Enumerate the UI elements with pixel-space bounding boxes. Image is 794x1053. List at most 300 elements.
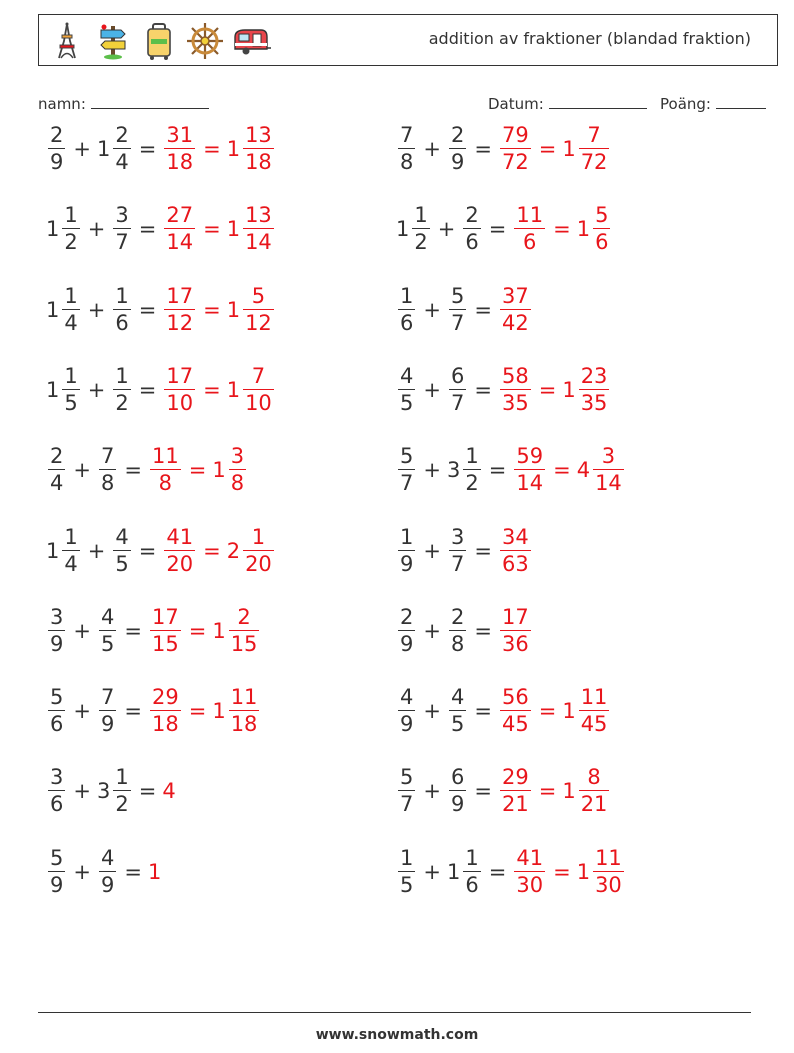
answer [512,205,612,253]
plus-sign: + [437,217,456,242]
plus-sign: + [423,538,441,563]
answer-term-fraction [243,125,274,173]
answer-term-denominator: 30 [595,872,622,897]
equals-sign: = [488,458,507,483]
addend-b [447,283,468,335]
equals-sign: = [138,137,157,161]
addend-a-denominator: 5 [400,872,414,897]
answer-term-fraction [243,363,274,415]
equals-sign: = [138,779,157,804]
answer-term [148,446,183,494]
answer [162,283,275,335]
answer-term-denominator: 36 [501,631,529,656]
addend-b [447,524,468,576]
answer-term-denominator: 8 [230,471,245,496]
addend-a-numerator: 2 [50,444,64,469]
addend-b-denominator: 5 [115,551,129,576]
addend-a-numerator: 2 [50,123,64,147]
addend-a-denominator: 2 [414,230,428,255]
addend-a [396,524,417,576]
answer-term-numerator: 11 [151,444,179,469]
answer-term [226,283,276,335]
answer-equals-sign: = [538,699,557,724]
equals-sign: = [474,699,492,724]
answer-term-denominator: 15 [230,631,258,656]
addend-a-denominator: 7 [400,792,414,817]
addend-a-fraction [62,363,79,415]
answer [498,687,611,735]
addend-b [111,524,132,576]
answer-term [498,687,533,735]
answer-term-denominator: 18 [151,712,179,737]
addend-b-numerator: 3 [450,524,465,549]
addend-a-fraction [398,604,415,656]
answer [148,860,162,884]
addend-a-fraction [48,604,65,656]
answer-term-fraction [593,446,624,494]
answer-term-numerator: 2 [237,604,251,629]
answer-equals-sign: = [538,779,557,804]
addend-b-whole: 3 [446,458,461,483]
plus-sign: + [73,859,91,884]
answer-term-whole: 1 [226,137,241,161]
answer-equals-sign: = [203,137,221,161]
addend-a-denominator: 8 [400,150,414,174]
answer [162,524,275,576]
addend-b-numerator: 7 [100,685,115,710]
addend-b-denominator: 5 [100,631,115,656]
answer-term-denominator: 21 [501,792,529,817]
answer-term-numerator: 29 [151,685,179,710]
plus-sign: + [423,377,441,402]
answer-term [562,125,611,173]
addend-b-numerator: 6 [450,363,465,388]
answer-term-fraction [164,205,195,253]
addend-b [97,446,118,494]
addend-a-denominator: 9 [400,551,414,576]
addend-a-whole: 1 [46,217,60,242]
addend-a-numerator: 5 [50,845,64,870]
answer-term-whole: 1 [562,377,576,402]
answer-equals-sign: = [203,297,221,322]
addend-a-numerator: 1 [64,283,78,308]
equals-sign: = [474,137,492,161]
answer-term-fraction [500,687,531,735]
addend-a [46,283,82,335]
addend-a-fraction [48,845,65,897]
signpost-icon [93,21,133,61]
answer-term-numerator: 37 [501,283,529,308]
answer-term [148,687,183,735]
answer-term-denominator: 20 [245,551,272,576]
addend-a-fraction [48,446,65,494]
addend-a [396,283,417,335]
answer-term-whole: 2 [226,538,241,563]
addend-a-denominator: 4 [64,310,78,335]
plus-sign: + [423,859,441,884]
addend-b [111,283,132,335]
answer-term-denominator: 15 [151,631,179,656]
name-line[interactable] [91,94,209,109]
answer-term-denominator: 45 [580,712,608,737]
addend-a-fraction [398,283,415,335]
addend-a-whole: 1 [46,538,60,563]
answer-term [148,604,183,656]
addend-b-fraction [99,687,116,735]
answer-term-denominator: 35 [501,390,529,415]
addend-b-numerator: 7 [100,444,115,469]
equals-sign: = [474,538,492,563]
answer-term-denominator: 72 [580,150,608,174]
addend-b-numerator: 5 [450,283,465,308]
addend-b-denominator: 2 [465,471,479,496]
addend-b-denominator: 4 [115,150,129,174]
answer-term [577,446,626,494]
answer-term-denominator: 10 [245,390,272,415]
addend-a [396,767,417,815]
addend-a [46,845,67,897]
answer-term-numerator: 27 [166,203,194,228]
addend-b-numerator: 4 [100,604,115,629]
addend-a-fraction [398,125,415,173]
addend-a [46,363,82,415]
answer-term-denominator: 45 [501,712,529,737]
addend-a-fraction [62,283,79,335]
answer-equals-sign: = [203,538,221,563]
problem-row [396,763,611,819]
addend-b [111,363,132,415]
answer-term-fraction [500,283,531,335]
answer-term [162,779,176,803]
answer-term-numerator: 5 [251,283,266,308]
plus-sign: + [423,779,441,804]
answer-term [226,363,276,415]
date-label: Datum: [488,95,544,113]
answer-term-denominator: 12 [245,310,272,335]
addend-b-numerator: 1 [465,444,479,469]
addend-b-numerator: 4 [115,524,129,549]
addend-b [97,687,118,735]
score-label: Poäng: [660,95,711,113]
addend-a [46,524,82,576]
answer [498,125,611,173]
answer-term-whole: 1 [226,377,241,402]
addend-b-fraction [113,283,130,335]
addend-a [46,687,67,735]
answer-term-fraction [593,205,610,253]
plus-sign: + [73,137,91,161]
addend-b-fraction [113,125,130,173]
problem-row [396,201,612,257]
answer-term-fraction [500,604,531,656]
problem-row [396,282,533,338]
answer-term [148,860,162,884]
addend-a [46,205,82,253]
addend-a-denominator: 9 [400,712,414,737]
addend-b [447,363,468,415]
problem-row [396,442,626,498]
addend-b [97,125,133,173]
answer-term-denominator: 30 [516,872,544,897]
answer-term [227,205,276,253]
equals-sign: = [138,538,157,563]
addend-b-numerator: 4 [100,845,115,870]
addend-b-numerator: 1 [115,765,129,790]
addend-b-denominator: 2 [115,792,129,817]
answer-term-numerator: 41 [516,845,544,870]
plus-sign: + [423,137,441,161]
addend-b-numerator: 4 [450,685,465,710]
addend-b [97,767,133,815]
addend-a-fraction [398,446,415,494]
answer-equals-sign: = [553,458,571,483]
addend-a-numerator: 1 [64,524,78,549]
addend-b-numerator: 2 [465,203,479,228]
addend-b-fraction [449,363,466,415]
answer-term-denominator: 12 [166,310,194,335]
equals-sign: = [138,297,157,322]
answer-term [512,446,547,494]
name-label: namn: [38,95,86,113]
addend-b [447,604,468,656]
addend-b-whole: 1 [446,859,461,884]
problem-row [396,844,626,900]
name-field [38,94,209,113]
answer-term [498,524,533,576]
answer [498,283,533,335]
addend-b-denominator: 9 [100,872,115,897]
answer-equals-sign: = [538,377,557,402]
answer-term-fraction [164,524,195,576]
answer-term [577,205,613,253]
answer-term-numerator: 31 [166,123,194,147]
answer-term-numerator: 17 [166,363,194,388]
plus-sign: + [73,458,91,483]
addend-b-denominator: 6 [465,230,479,255]
footer-divider [38,1012,751,1013]
problem-row [46,282,276,338]
problem-row [396,683,611,739]
score-line[interactable] [716,94,766,109]
addend-a-fraction [398,767,415,815]
answer-term-fraction [500,524,531,576]
addend-b-numerator: 1 [115,283,129,308]
addend-b-fraction [449,125,466,173]
answer-term-denominator: 63 [501,551,529,576]
answer-term [512,205,547,253]
problem-row [396,603,533,659]
answer-term-denominator: 18 [166,150,194,174]
addend-a-numerator: 1 [400,283,414,308]
answer-term-numerator: 3 [601,444,616,469]
answer-term-numerator: 8 [587,765,601,790]
answer-term-numerator: 41 [166,524,194,549]
addend-b-fraction [449,283,466,335]
addend-b-whole: 1 [96,137,111,161]
answer [498,767,611,815]
camper-trailer-icon [231,21,271,61]
plus-sign: + [423,699,441,724]
equals-sign: = [138,377,157,402]
addend-b [461,205,482,253]
answer-term-denominator: 18 [245,150,272,174]
plus-sign: + [423,297,441,322]
eiffel-tower-icon [47,21,87,61]
answer-term-numerator: 29 [501,765,529,790]
answer-term-denominator: 18 [230,712,258,737]
addend-b-fraction [113,767,130,815]
addend-b-fraction [99,845,116,897]
addend-a [46,604,67,656]
answer-term [498,363,533,415]
header-box [38,14,778,66]
problem-row [46,362,276,418]
answer-term-whole: 4 [162,779,176,804]
answer-term-whole: 1 [576,217,591,242]
answer-term-fraction [579,767,610,815]
answer-term-fraction [514,845,545,897]
answer-term-numerator: 11 [516,203,544,228]
answer-term-whole: 1 [562,779,576,804]
addend-b-fraction [449,604,466,656]
answer-term-fraction [164,283,195,335]
answer-term [212,687,261,735]
answer-term [576,845,626,897]
addend-a-denominator: 9 [50,631,64,656]
answer-term-fraction [243,283,274,335]
worksheet-title: addition av fraktioner (blandad fraktion) [428,29,751,48]
problem-row [46,442,248,498]
addend-a-denominator: 9 [50,150,64,174]
answer-term-whole: 1 [562,699,576,724]
answer-term-denominator: 14 [595,471,622,496]
addend-b [97,845,118,897]
equals-sign: = [124,618,142,643]
addend-a-fraction [398,687,415,735]
answer-term-denominator: 6 [514,228,545,253]
answer-term [562,767,611,815]
addend-a [46,446,67,494]
addend-a-fraction [48,767,65,815]
plus-sign: + [87,377,106,402]
problem-row [46,683,261,739]
plus-sign: + [423,458,441,483]
addend-a-numerator: 1 [64,363,78,388]
answer-term-numerator: 59 [516,444,544,469]
addend-a-whole: 1 [396,217,410,242]
date-field [488,94,647,113]
addend-a-numerator: 5 [50,685,64,710]
answer-term-numerator: 11 [230,685,258,710]
addend-b-fraction [99,446,116,494]
addend-a-numerator: 1 [400,845,414,870]
addend-a-numerator: 1 [400,524,414,549]
addend-a-numerator: 1 [64,203,78,228]
answer [148,687,261,735]
addend-a-denominator: 5 [64,390,78,415]
answer-term-numerator: 17 [151,604,179,629]
addend-b [447,446,483,494]
addend-a-numerator: 1 [414,203,428,228]
problem-row [46,121,276,177]
equals-sign: = [124,699,142,724]
addend-b-denominator: 7 [450,310,465,335]
answer-term-whole: 1 [562,137,576,161]
answer-term [498,767,533,815]
addend-a [46,125,67,173]
answer-term-denominator: 8 [150,469,181,494]
answer-term-whole: 1 [226,217,241,242]
addend-a [396,446,417,494]
problem-row [396,362,611,418]
addend-a-denominator: 2 [64,230,78,255]
addend-b-denominator: 8 [100,471,115,496]
answer-term-fraction [579,363,610,415]
addend-a-whole: 1 [46,377,60,402]
answer-term [162,524,197,576]
addend-b-fraction [113,363,130,415]
addend-a-denominator: 9 [400,631,414,656]
equals-sign: = [488,217,507,242]
answer-equals-sign: = [538,137,557,161]
answer-term-denominator: 14 [166,230,194,255]
equals-sign: = [474,618,492,643]
addend-a-numerator: 4 [400,685,414,710]
answer-term [512,845,547,897]
equals-sign: = [474,377,492,402]
addend-b [446,845,483,897]
answer-term [212,446,248,494]
addend-a-numerator: 3 [50,765,64,790]
equals-sign: = [474,297,492,322]
addend-a-whole: 1 [46,297,60,322]
answer-term [562,363,611,415]
plus-sign: + [423,618,441,643]
answer-term [212,604,261,656]
plus-sign: + [73,699,91,724]
addend-b-denominator: 5 [450,712,465,737]
addend-b-numerator: 2 [450,123,465,147]
answer-term-denominator: 14 [516,471,544,496]
answer-term [498,283,533,335]
problem-row [46,523,276,579]
addend-b-fraction [99,604,116,656]
addend-b-denominator: 2 [115,390,129,415]
answer-term-numerator: 5 [595,203,609,228]
answer-term-numerator: 11 [595,845,622,870]
addend-b-numerator: 6 [450,765,465,790]
addend-b [111,205,132,253]
addend-a [396,363,417,415]
problem-row [46,763,177,819]
addend-b-denominator: 9 [450,150,465,174]
addend-b [447,767,468,815]
answer-term-numerator: 79 [501,123,529,147]
answer-term-fraction [514,205,545,253]
addend-a-denominator: 7 [400,471,414,496]
answer-term-fraction [514,446,545,494]
addend-a-fraction [398,524,415,576]
answer-term-numerator: 13 [245,203,272,228]
addend-b-denominator: 7 [450,551,465,576]
addend-b-fraction [113,205,130,253]
addend-b-numerator: 2 [450,604,465,629]
answer-term [162,363,197,415]
answer-term-fraction [150,687,181,735]
answer-term-fraction [500,363,531,415]
date-line[interactable] [549,94,647,109]
addend-b-denominator: 6 [115,310,129,335]
